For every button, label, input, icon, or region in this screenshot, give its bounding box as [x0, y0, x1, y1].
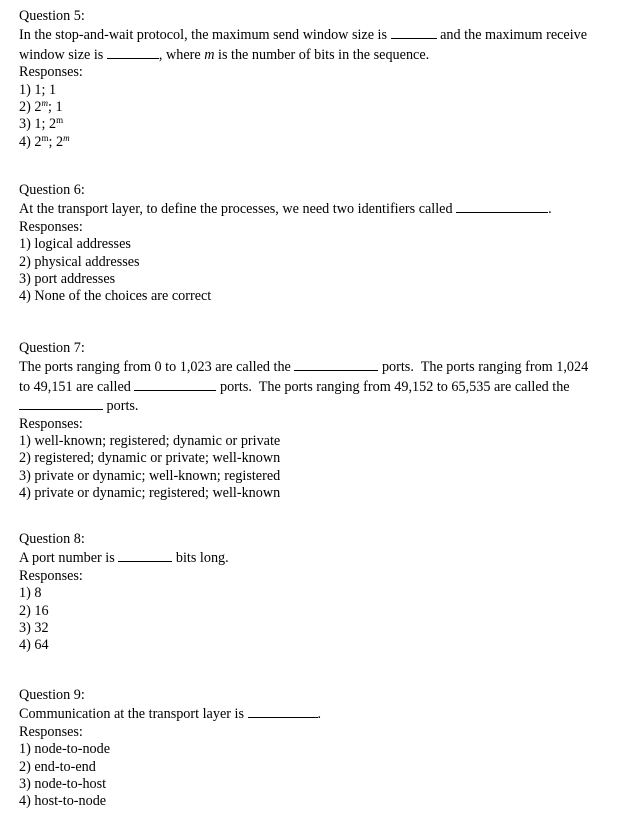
question-text: ports. — [106, 398, 139, 415]
question-text-line — [19, 45, 623, 64]
option-text: 16 — [34, 602, 49, 619]
option-number: 4) — [19, 133, 31, 150]
option-text: 1; 1 — [34, 81, 57, 98]
question-9 — [19, 687, 623, 811]
answer-blank — [19, 396, 103, 410]
options-list — [19, 236, 623, 306]
question-text: bits long. — [175, 550, 229, 567]
option-2[interactable] — [19, 254, 623, 271]
power-base: 2 — [34, 133, 42, 150]
option-number: 4) — [19, 637, 31, 654]
question-6 — [19, 182, 623, 306]
options-list — [19, 433, 623, 503]
question-text: . — [548, 201, 552, 218]
question-text: The ports ranging from 1,024 — [420, 359, 589, 376]
question-text: The ports ranging from 0 to 1,023 are called the — [19, 359, 291, 376]
option-number: 2) — [19, 758, 31, 775]
question-text: A port number is — [19, 550, 115, 567]
option-number: 3) — [19, 116, 31, 133]
question-text: to 49,151 are called — [19, 378, 131, 395]
option-1[interactable] — [19, 741, 623, 758]
option-4[interactable] — [19, 134, 623, 151]
option-text-part: ; 1 — [47, 99, 63, 116]
option-number: 3) — [19, 776, 31, 793]
question-text-line — [19, 25, 623, 44]
answer-blank — [134, 377, 216, 391]
option-1[interactable] — [19, 585, 623, 602]
question-5 — [19, 8, 623, 151]
question-text-line — [19, 357, 623, 376]
option-number: 2) — [19, 253, 31, 270]
answer-blank — [107, 45, 159, 59]
option-text: None of the choices are correct — [34, 288, 212, 305]
options-list — [19, 82, 623, 152]
option-text: logical addresses — [34, 236, 131, 253]
option-number: 3) — [19, 467, 31, 484]
question-text: . — [317, 706, 322, 723]
option-3[interactable] — [19, 468, 623, 485]
option-4[interactable] — [19, 288, 623, 305]
option-text: physical addresses — [34, 253, 140, 270]
option-number: 2) — [19, 99, 31, 116]
question-text: ports. — [219, 378, 252, 395]
option-number: 4) — [19, 288, 31, 305]
question-text: Communication at the transport layer is — [19, 706, 244, 723]
question-title: Question 6: — [19, 182, 85, 198]
question-text-line — [19, 377, 623, 396]
option-text-part: ; — [48, 133, 56, 150]
option-3[interactable] — [19, 116, 623, 133]
question-text-line — [19, 199, 623, 218]
question-text: The ports ranging from 49,152 to 65,535 are called the — [258, 378, 570, 395]
option-1[interactable] — [19, 82, 623, 99]
option-number: 3) — [19, 271, 31, 288]
option-text: well-known; registered; dynamic or private — [34, 433, 281, 450]
option-text: private or dynamic; well-known; registered — [34, 467, 281, 484]
option-number: 4) — [19, 793, 31, 810]
responses-label: Responses: — [19, 415, 83, 432]
option-text: port addresses — [34, 271, 116, 288]
answer-blank — [118, 548, 172, 562]
option-1[interactable] — [19, 433, 623, 450]
option-text: 32 — [34, 620, 49, 637]
option-2[interactable] — [19, 99, 623, 116]
answer-blank — [391, 25, 437, 39]
responses-label: Responses: — [19, 723, 83, 740]
option-text: host-to-node — [34, 793, 107, 810]
power-exponent: m — [41, 98, 48, 109]
power-base: 2 — [34, 99, 42, 116]
option-number: 2) — [19, 602, 31, 619]
option-text: node-to-node — [34, 741, 111, 758]
option-number: 1) — [19, 433, 31, 450]
option-number: 1) — [19, 585, 31, 602]
option-text: 64 — [34, 637, 49, 654]
option-text: private or dynamic; registered; well-known — [34, 485, 281, 502]
question-text: In the stop-and-wait protocol, the maximum send window size is — [19, 27, 388, 44]
option-2[interactable] — [19, 759, 623, 776]
question-text: ports. — [381, 359, 414, 376]
question-text: , where — [158, 46, 201, 63]
option-2[interactable] — [19, 603, 623, 620]
question-text-line — [19, 396, 623, 415]
option-number: 1) — [19, 81, 31, 98]
responses-label: Responses: — [19, 64, 83, 81]
responses-label: Responses: — [19, 567, 83, 584]
question-text: is the number of bits in the sequence. — [218, 46, 430, 63]
question-title: Question 5: — [19, 8, 85, 24]
power-exponent: m — [56, 115, 64, 126]
option-4[interactable] — [19, 793, 623, 810]
power-base: 2 — [55, 133, 64, 150]
option-4[interactable] — [19, 637, 623, 654]
question-text: window size is — [19, 46, 104, 63]
question-8 — [19, 531, 623, 655]
options-list — [19, 585, 623, 655]
question-text: and the maximum receive — [440, 27, 588, 44]
power-exponent: m — [63, 132, 70, 143]
option-text — [34, 134, 69, 150]
question-text: At the transport layer, to define the processes, we need two identifiers called — [19, 201, 453, 218]
option-text: node-to-host — [34, 776, 107, 793]
power-base: 2 — [48, 116, 57, 133]
option-3[interactable] — [19, 620, 623, 637]
question-title: Question 7: — [19, 340, 85, 356]
question-title: Question 8: — [19, 531, 85, 547]
option-text: 8 — [34, 585, 42, 602]
answer-blank — [248, 704, 318, 718]
option-number: 1) — [19, 741, 31, 758]
option-number: 2) — [19, 450, 31, 467]
power-exponent: m — [41, 132, 49, 143]
option-3[interactable] — [19, 271, 623, 288]
option-2[interactable] — [19, 450, 623, 467]
option-text: end-to-end — [34, 758, 96, 775]
option-3[interactable] — [19, 776, 623, 793]
question-7 — [19, 340, 623, 503]
option-text-part: 1; — [34, 116, 49, 133]
option-4[interactable] — [19, 485, 623, 502]
responses-label: Responses: — [19, 218, 83, 235]
options-list — [19, 741, 623, 811]
option-text: registered; dynamic or private; well-known — [34, 450, 281, 467]
question-title: Question 9: — [19, 687, 85, 703]
variable-m: m — [204, 46, 215, 63]
question-text-line — [19, 704, 623, 723]
option-number: 3) — [19, 620, 31, 637]
option-text — [34, 116, 63, 132]
question-text-line — [19, 548, 623, 567]
option-number: 1) — [19, 236, 31, 253]
option-1[interactable] — [19, 236, 623, 253]
option-number: 4) — [19, 485, 31, 502]
answer-blank — [294, 357, 378, 371]
option-text — [34, 99, 62, 115]
answer-blank — [456, 199, 548, 213]
